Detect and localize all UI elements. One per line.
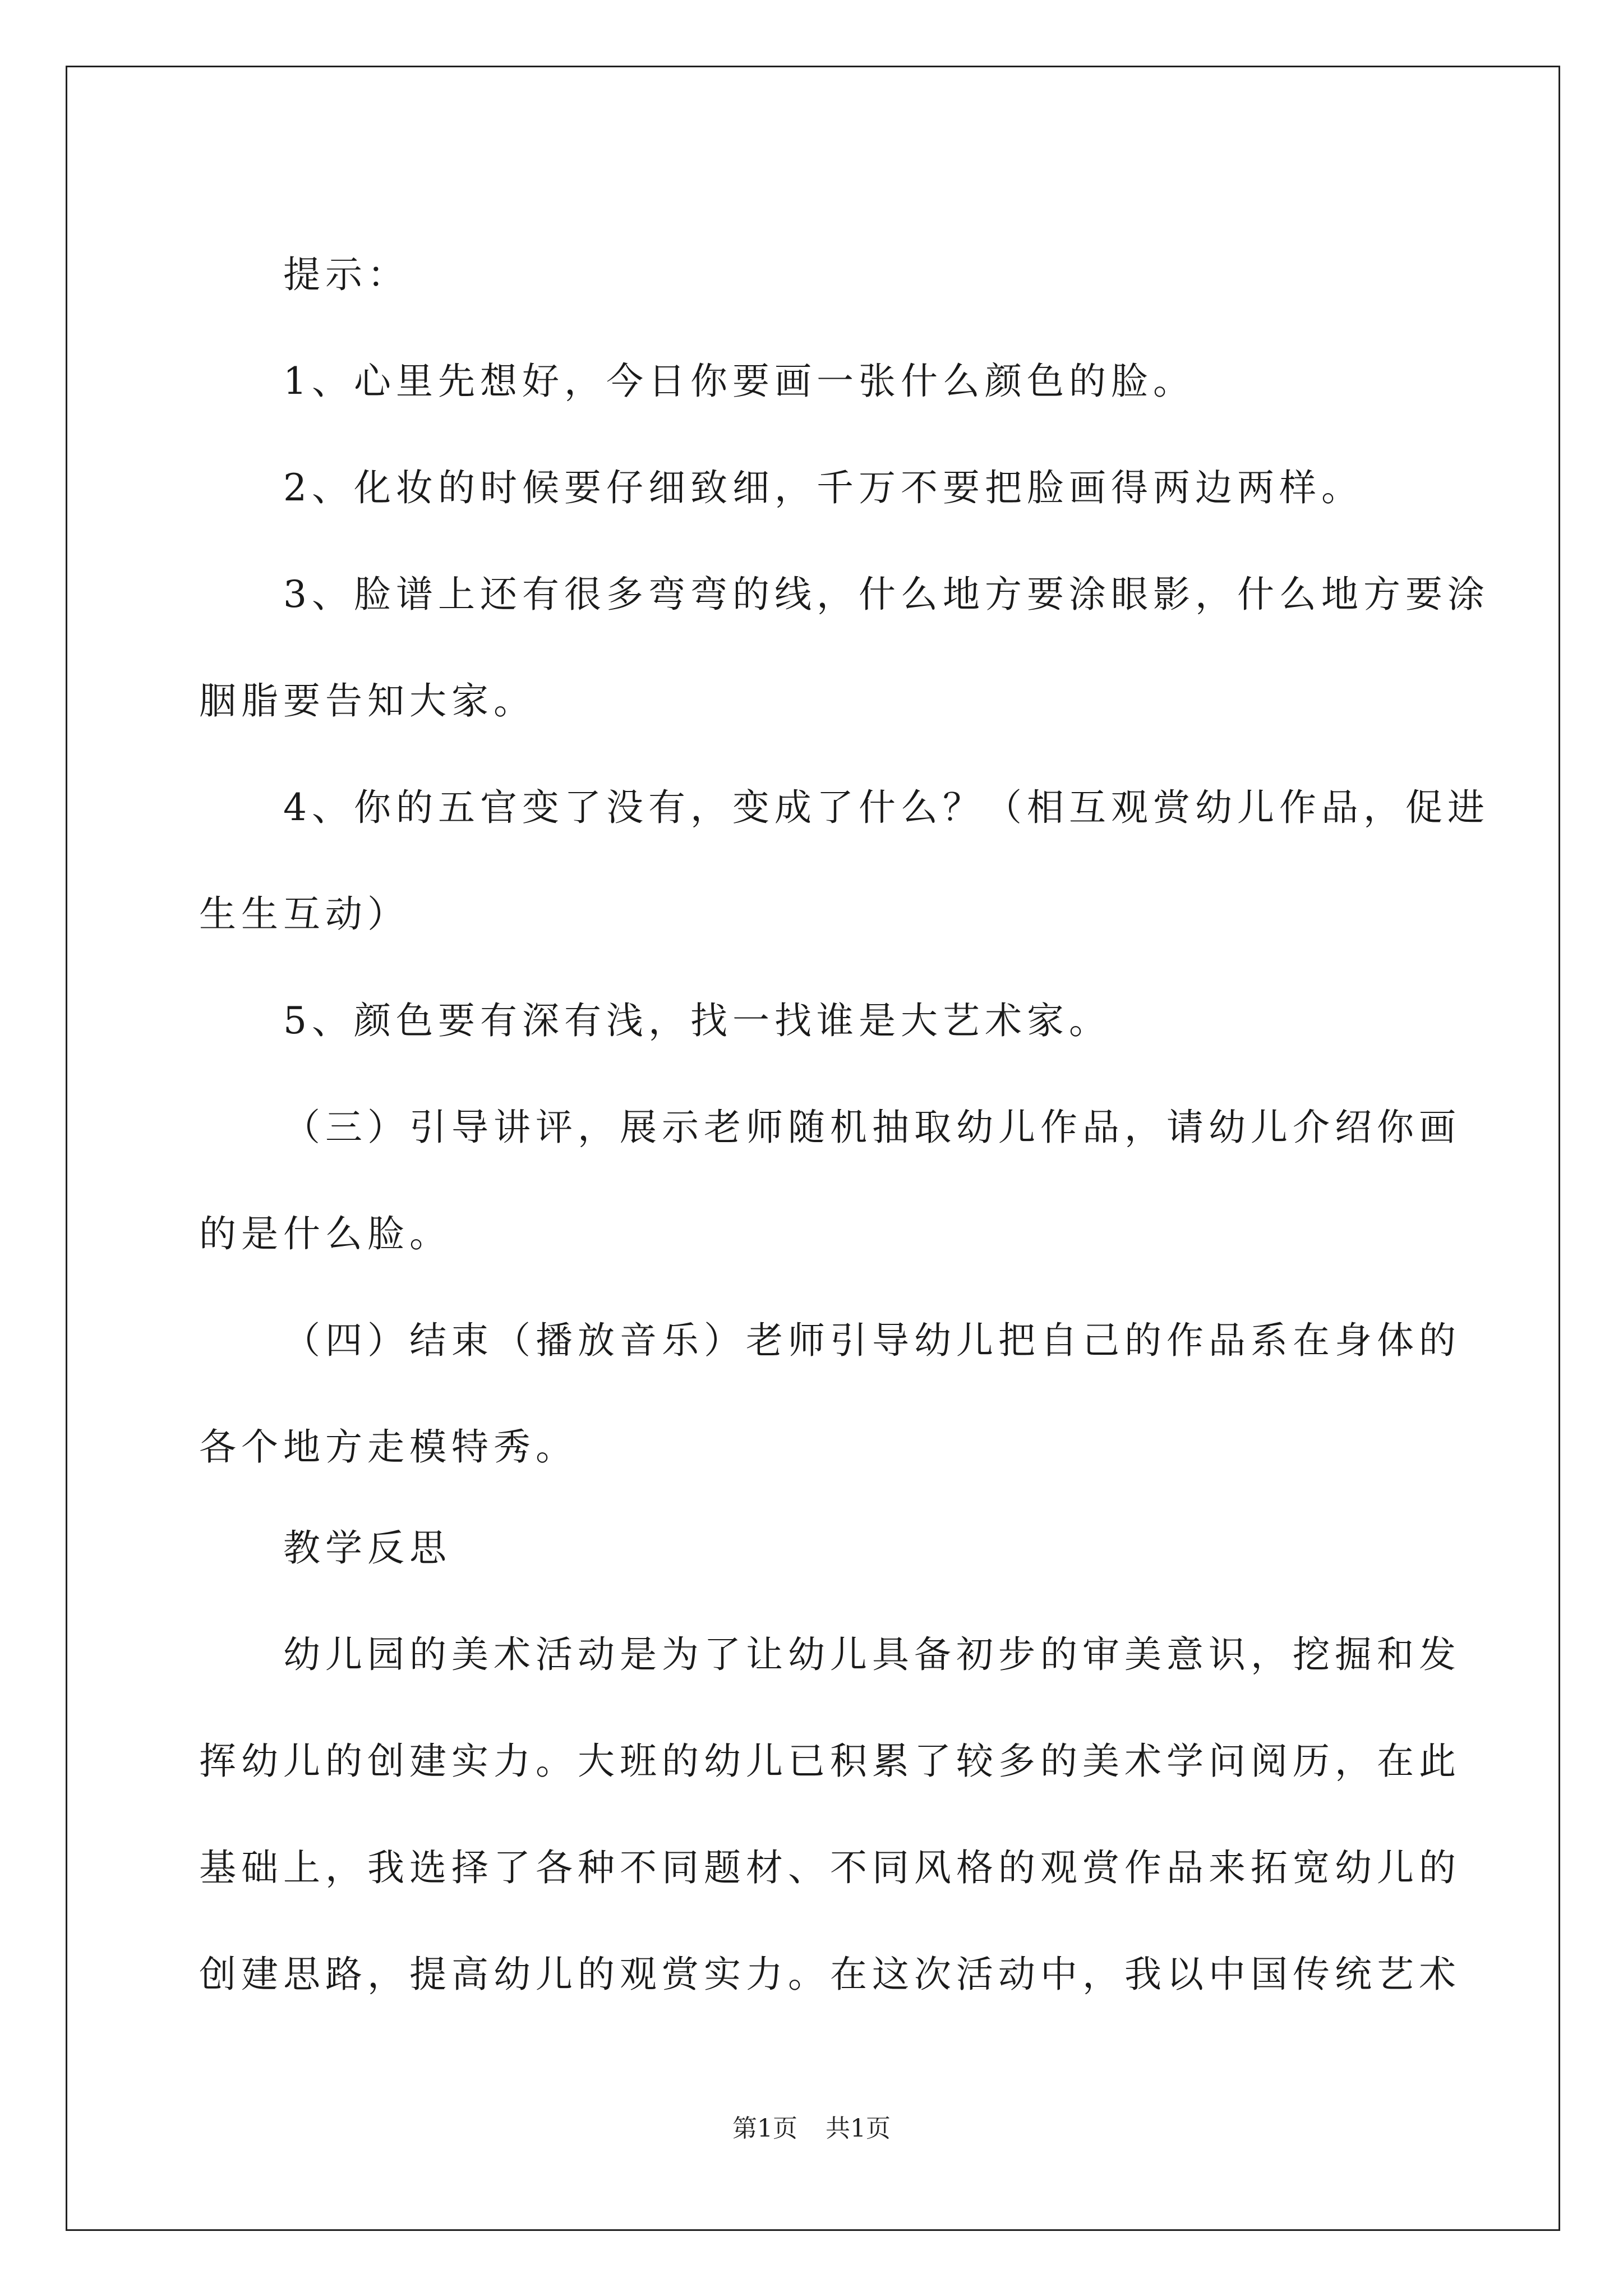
line-tip-3-cont: 胭脂要告知大家。: [199, 679, 536, 723]
page-total: 共1页: [826, 2114, 891, 2143]
page-number: 第1页: [732, 2114, 797, 2143]
page-footer: [0, 2108, 1623, 2144]
line-reflection-1: 幼儿园的美术活动是为了让幼儿具备初步的审美意识，挖掘和发: [283, 1633, 1461, 1676]
line-step-3-cont: 的是什么脸。: [199, 1212, 451, 1255]
line-tip-5: 5、颜色要有深有浅，找一找谁是大艺术家。: [283, 999, 1111, 1042]
line-hint-heading: 提示：: [283, 253, 409, 296]
line-tip-1: 1、心里先想好，今日你要画一张什么颜色的脸。: [283, 360, 1195, 403]
line-reflection-3: 基础上，我选择了各种不同题材、不同风格的观赏作品来拓宽幼儿的: [199, 1846, 1461, 1889]
line-reflection-4: 创建思路，提高幼儿的观赏实力。在这次活动中，我以中国传统艺术: [199, 1953, 1461, 1996]
line-step-3: （三）引导讲评，展示老师随机抽取幼儿作品，请幼儿介绍你画: [283, 1106, 1461, 1149]
line-tip-3: 3、脸谱上还有很多弯弯的线，什么地方要涂眼影，什么地方要涂: [283, 573, 1490, 616]
line-step-4-cont: 各个地方走模特秀。: [199, 1425, 578, 1469]
section-heading-reflection: 教学反思: [283, 1526, 451, 1570]
line-reflection-2: 挥幼儿的创建实力。大班的幼儿已积累了较多的美术学问阅历，在此: [199, 1740, 1461, 1783]
line-tip-4: 4、你的五官变了没有，变成了什么？（相互观赏幼儿作品，促进: [283, 786, 1490, 829]
line-tip-2: 2、化妆的时候要仔细致细，千万不要把脸画得两边两样。: [283, 466, 1363, 509]
line-step-4: （四）结束（播放音乐）老师引导幼儿把自己的作品系在身体的: [283, 1319, 1461, 1362]
line-tip-4-cont: 生生互动）: [199, 892, 409, 936]
